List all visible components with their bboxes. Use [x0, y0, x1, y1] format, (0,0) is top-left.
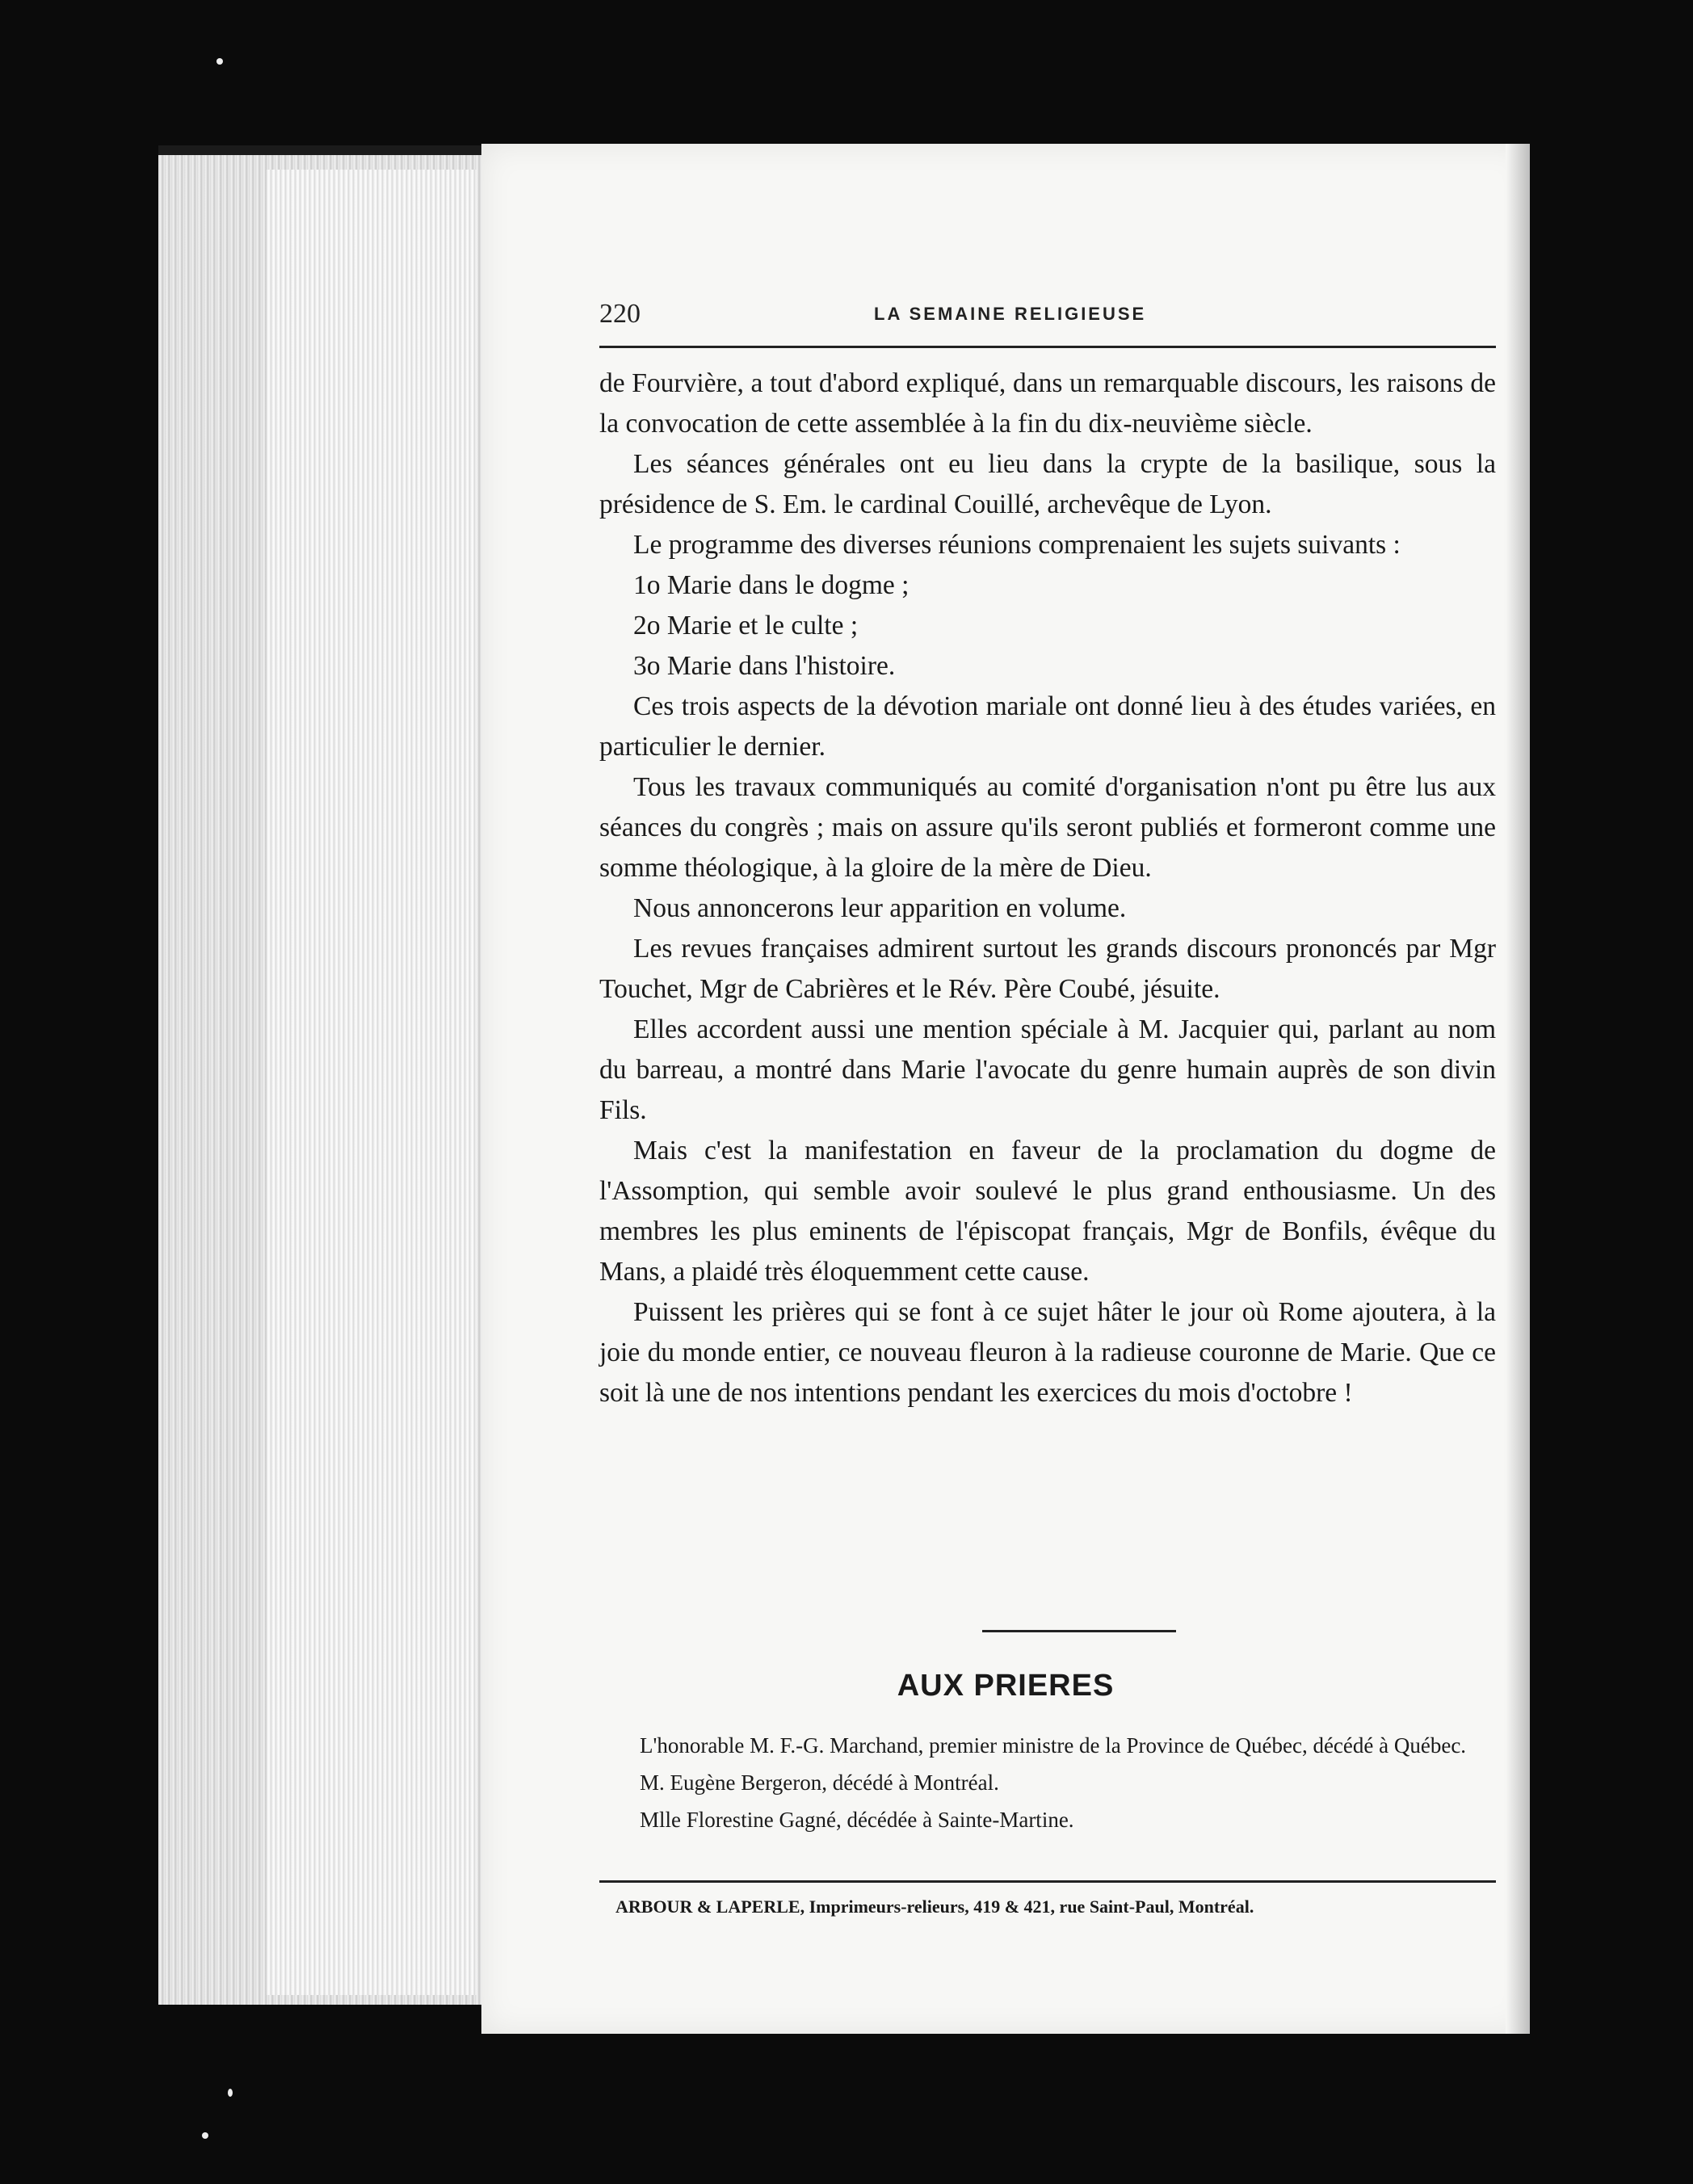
- paragraph: Puissent les prières qui se font à ce sujet hâter le jour où Rome ajoutera, à la joie du monde entier, ce nouveau fleuron à la radieuse couronne de Marie. Que ce soit là une de nos intentions pendant les exercices du mois d'octobre !: [599, 1297, 1496, 1408]
- list-item: 3o Marie dans l'histoire.: [633, 651, 896, 681]
- book-page-edges-inner: [267, 170, 477, 1995]
- paragraph: Les revues françaises admirent surtout les grands discours prononcés par Mgr Touchet, Mgr de Cabrières et le Rév. Père Coubé, jésuite.: [599, 934, 1496, 1004]
- prayer-list: [615, 1727, 1512, 1838]
- footer-rule: [599, 1880, 1496, 1883]
- dust-speck: [228, 2089, 233, 2097]
- header-rule: [599, 346, 1496, 348]
- running-title: LA SEMAINE RELIGIEUSE: [874, 304, 1147, 324]
- list-item: 1o Marie dans le dogme ;: [633, 570, 910, 600]
- paragraph: Mais c'est la manifestation en faveur de la proclamation du dogme de l'Assomption, qui semble avoir soulevé le plus grand enthousiasme. Un des membres les plus eminents de l'épiscopat français, Mgr de Bonfils, évêque du Mans, a plaidé très éloquemment cette cause.: [599, 1136, 1496, 1287]
- paragraph: de Fourvière, a tout d'abord expliqué, dans un remarquable discours, les raisons de la convocation de cette assemblée à la fin du dix-neuvième siècle.: [599, 368, 1496, 439]
- dust-speck: [216, 58, 223, 65]
- article-body: [599, 363, 1496, 1413]
- paragraph: Les séances générales ont eu lieu dans la crypte de la basilique, sous la présidence de S. Em. le cardinal Couillé, archevêque de Lyon.: [599, 449, 1496, 519]
- prayer-entry: Mlle Florestine Gagné, décédée à Sainte-Martine.: [640, 1808, 1074, 1832]
- section-separator: [982, 1630, 1176, 1632]
- list-item: 2o Marie et le culte ;: [633, 611, 859, 640]
- prayer-entry: L'honorable M. F.-G. Marchand, premier ministre de la Province de Québec, décédé à Québec.: [640, 1733, 1467, 1758]
- section-title: AUX PRIERES: [897, 1669, 1115, 1703]
- book-page: [481, 144, 1530, 2034]
- prayer-entry: M. Eugène Bergeron, décédé à Montréal.: [640, 1770, 999, 1795]
- page-header: [599, 299, 1496, 336]
- dust-speck: [202, 2132, 208, 2139]
- paragraph: Ces trois aspects de la dévotion mariale ont donné lieu à des études variées, en particulier le dernier.: [599, 691, 1496, 762]
- paragraph: Nous annoncerons leur apparition en volume.: [633, 893, 1127, 923]
- paragraph: Tous les travaux communiqués au comité d'organisation n'ont pu être lus aux séances du congrès ; mais on assure qu'ils seront publiés et formeront comme une somme théologique, à la gloire de la mère de Dieu.: [599, 772, 1496, 883]
- paragraph: Elles accordent aussi une mention spéciale à M. Jacquier qui, parlant au nom du barreau, a montré dans Marie l'avocate du genre humain auprès de son divin Fils.: [599, 1014, 1496, 1125]
- printer-imprint: ARBOUR & LAPERLE, Imprimeurs-relieurs, 419 & 421, rue Saint-Paul, Montréal.: [615, 1896, 1254, 1917]
- paragraph: Le programme des diverses réunions comprenaient les sujets suivants :: [633, 530, 1401, 560]
- page-number: 220: [599, 299, 641, 329]
